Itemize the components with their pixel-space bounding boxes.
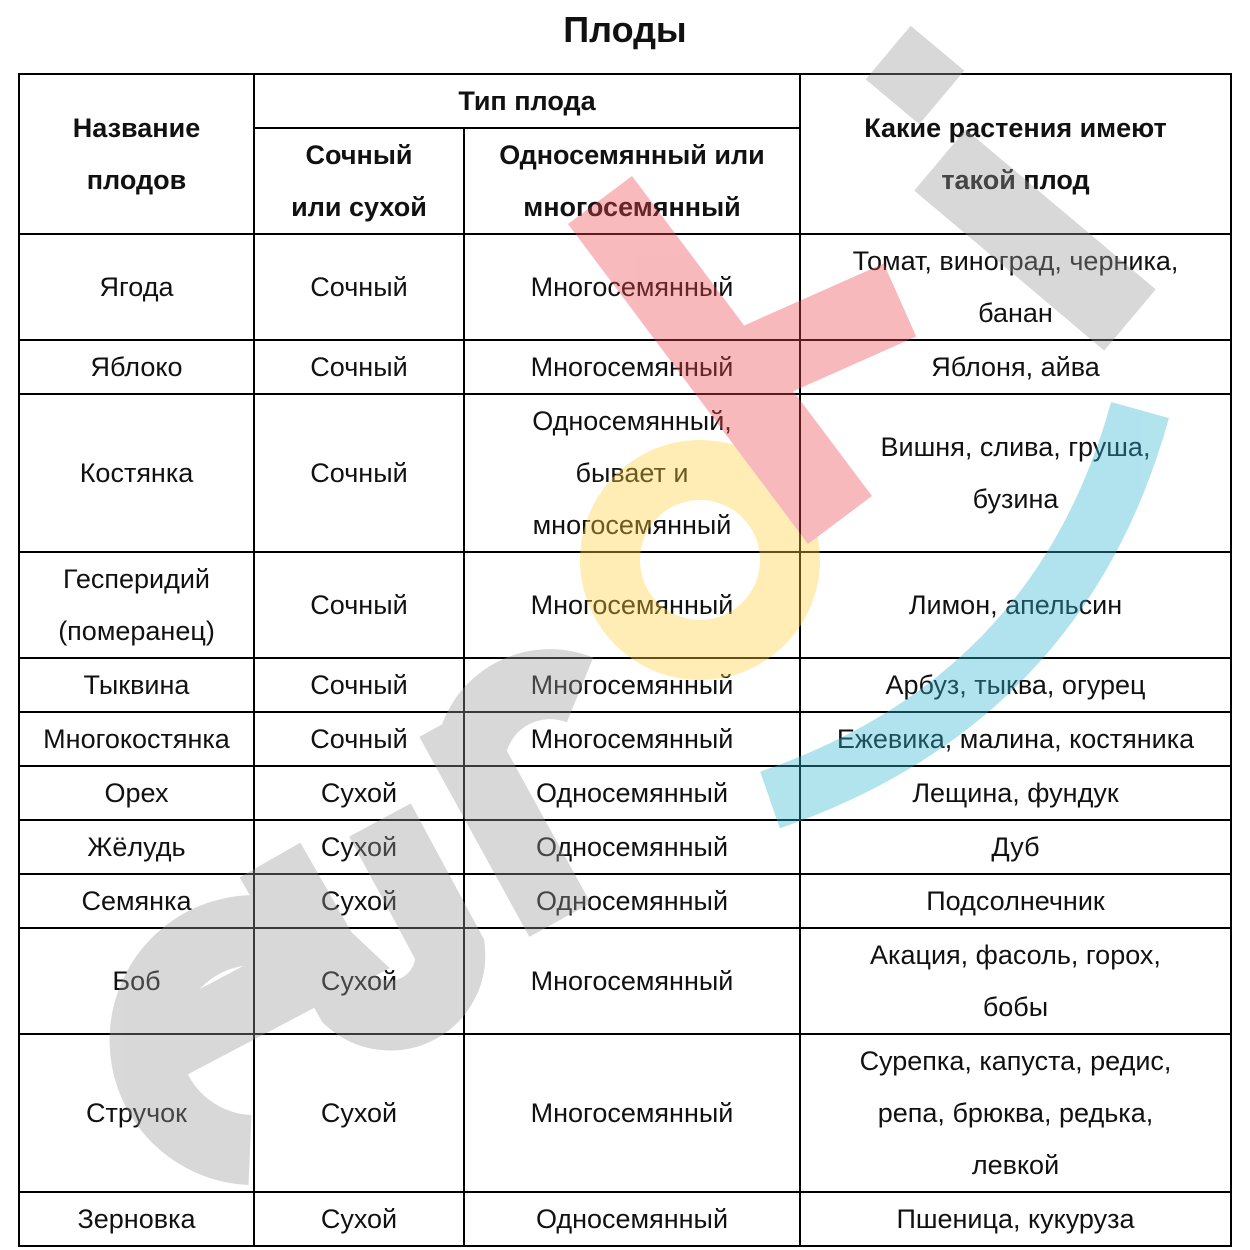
header-juicy-or-dry: Сочный или сухой	[254, 128, 464, 234]
fruits-table	[18, 73, 1232, 1247]
table-row	[19, 552, 1231, 658]
header-seed-count: Односемянный или многосемянный	[464, 128, 800, 234]
cell-juicy-or-dry: Сухой	[254, 1034, 464, 1192]
cell-seed-count: Многосемянный	[464, 340, 800, 394]
header-plants: Какие растения имеют такой плод	[800, 74, 1231, 234]
cell-plants: Сурепка, капуста, редис, репа, брюква, редька, левкой	[800, 1034, 1231, 1192]
cell-seed-count: Односемянный	[464, 766, 800, 820]
cell-seed-count: Многосемянный	[464, 928, 800, 1034]
cell-seed-count: Односемянный, бывает и многосемянный	[464, 394, 800, 552]
cell-juicy-or-dry: Сухой	[254, 874, 464, 928]
cell-plants: Пшеница, кукуруза	[800, 1192, 1231, 1246]
table-row	[19, 1034, 1231, 1192]
table-header	[19, 74, 1231, 234]
cell-seed-count: Односемянный	[464, 874, 800, 928]
cell-fruit-name: Многокостянка	[19, 712, 254, 766]
cell-plants: Дуб	[800, 820, 1231, 874]
cell-seed-count: Многосемянный	[464, 552, 800, 658]
cell-seed-count: Многосемянный	[464, 712, 800, 766]
table-row	[19, 874, 1231, 928]
cell-seed-count: Многосемянный	[464, 234, 800, 340]
cell-fruit-name: Стручок	[19, 1034, 254, 1192]
table-row	[19, 928, 1231, 1034]
cell-juicy-or-dry: Сочный	[254, 552, 464, 658]
cell-fruit-name: Костянка	[19, 394, 254, 552]
table-row	[19, 658, 1231, 712]
cell-fruit-name: Тыквина	[19, 658, 254, 712]
header-fruit-name: Название плодов	[19, 74, 254, 234]
table-row	[19, 1192, 1231, 1246]
cell-fruit-name: Ягода	[19, 234, 254, 340]
cell-juicy-or-dry: Сухой	[254, 928, 464, 1034]
cell-plants: Лещина, фундук	[800, 766, 1231, 820]
cell-plants: Акация, фасоль, горох, бобы	[800, 928, 1231, 1034]
page-title: Плоды	[563, 9, 687, 50]
cell-fruit-name: Жёлудь	[19, 820, 254, 874]
table-row	[19, 340, 1231, 394]
cell-plants: Яблоня, айва	[800, 340, 1231, 394]
cell-juicy-or-dry: Сухой	[254, 820, 464, 874]
cell-juicy-or-dry: Сочный	[254, 712, 464, 766]
table-body	[19, 234, 1231, 1246]
cell-plants: Томат, виноград, черника, банан	[800, 234, 1231, 340]
cell-plants: Арбуз, тыква, огурец	[800, 658, 1231, 712]
cell-seed-count: Многосемянный	[464, 658, 800, 712]
table-row	[19, 712, 1231, 766]
cell-plants: Ежевика, малина, костяника	[800, 712, 1231, 766]
cell-seed-count: Односемянный	[464, 820, 800, 874]
cell-plants: Вишня, слива, груша, бузина	[800, 394, 1231, 552]
cell-juicy-or-dry: Сухой	[254, 766, 464, 820]
cell-plants: Лимон, апельсин	[800, 552, 1231, 658]
header-fruit-type: Тип плода	[254, 74, 800, 128]
cell-juicy-or-dry: Сочный	[254, 394, 464, 552]
cell-fruit-name: Зерновка	[19, 1192, 254, 1246]
cell-fruit-name: Яблоко	[19, 340, 254, 394]
cell-fruit-name: Боб	[19, 928, 254, 1034]
table-row	[19, 820, 1231, 874]
table-row	[19, 394, 1231, 552]
cell-juicy-or-dry: Сухой	[254, 1192, 464, 1246]
cell-juicy-or-dry: Сочный	[254, 658, 464, 712]
cell-seed-count: Многосемянный	[464, 1034, 800, 1192]
cell-fruit-name: Орех	[19, 766, 254, 820]
table-row	[19, 766, 1231, 820]
table-row	[19, 234, 1231, 340]
cell-seed-count: Односемянный	[464, 1192, 800, 1246]
cell-fruit-name: Гесперидий (померанец)	[19, 552, 254, 658]
cell-juicy-or-dry: Сочный	[254, 340, 464, 394]
cell-fruit-name: Семянка	[19, 874, 254, 928]
cell-plants: Подсолнечник	[800, 874, 1231, 928]
cell-juicy-or-dry: Сочный	[254, 234, 464, 340]
